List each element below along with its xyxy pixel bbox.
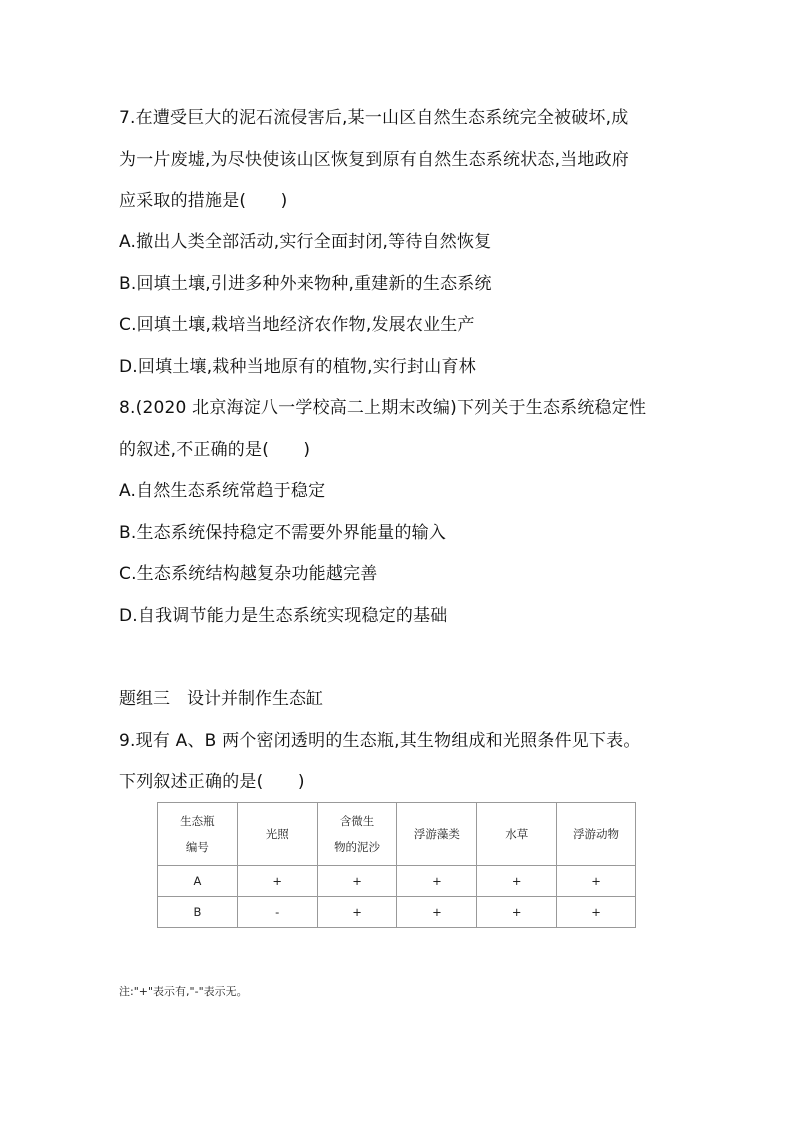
header-microbe-sediment [317,803,397,866]
q8-option-d: D.自我调节能力是生态系统实现稳定的基础 [119,606,448,626]
header-zooplankton [557,803,636,866]
q7-option-b: B.回填土壤,引进多种外来物种,重建新的生态系统 [119,274,492,294]
table-cell: + [397,897,477,928]
table-note: 注:"+"表示有,"-"表示无。 [119,985,248,998]
table-cell: A [158,866,238,897]
table-cell: + [397,866,477,897]
header-text: 物的泥沙 [334,840,381,854]
header-bottle-number [158,803,238,866]
table-row [158,897,636,928]
q7-option-a: A.撤出人类全部活动,实行全面封闭,等待自然恢复 [119,232,492,252]
header-text: 生态瓶 [180,814,215,828]
q8-option-a: A.自然生态系统常趋于稳定 [119,481,326,501]
q9-stem-line-2: 下列叙述正确的是( ) [119,772,305,792]
header-text: 水草 [505,827,529,841]
table-cell: + [557,897,636,928]
q9-stem-line-1: 9.现有 A、B 两个密闭透明的生态瓶,其生物组成和光照条件见下表。 [119,731,641,751]
table-cell: + [317,866,397,897]
q9-data-table [157,802,636,928]
header-text: 浮游藻类 [413,827,460,841]
table-cell: + [557,866,636,897]
q7-option-d: D.回填土壤,栽种当地原有的植物,实行封山育林 [119,357,476,377]
table-cell: - [237,897,317,928]
q7-stem-line-1: 7.在遭受巨大的泥石流侵害后,某一山区自然生态系统完全被破坏,成 [119,108,629,128]
header-aquatic-plants [477,803,557,866]
header-phytoplankton [397,803,477,866]
q7-stem-line-3: 应采取的措施是( ) [119,191,288,211]
table-header-row [158,803,636,866]
table-cell: + [477,866,557,897]
q8-option-b: B.生态系统保持稳定不需要外界能量的输入 [119,523,447,543]
table-row [158,866,636,897]
header-light [237,803,317,866]
q7-stem-line-2: 为一片废墟,为尽快使该山区恢复到原有自然生态系统状态,当地政府 [119,150,630,170]
header-text: 编号 [185,840,209,854]
q7-option-c: C.回填土壤,栽培当地经济农作物,发展农业生产 [119,315,475,335]
table-cell: + [477,897,557,928]
q8-option-c: C.生态系统结构越复杂功能越完善 [119,564,378,584]
table-cell: + [317,897,397,928]
q8-stem-line-2: 的叙述,不正确的是( ) [119,440,311,460]
header-text: 光照 [265,827,289,841]
table-cell: + [237,866,317,897]
header-text: 浮游动物 [573,827,620,841]
header-text: 含微生 [339,814,375,828]
q8-stem-line-1: 8.(2020 北京海淀八一学校高二上期末改编)下列关于生态系统稳定性 [119,398,647,418]
table-cell: B [158,897,238,928]
section-heading: 题组三 设计并制作生态缸 [119,689,323,709]
